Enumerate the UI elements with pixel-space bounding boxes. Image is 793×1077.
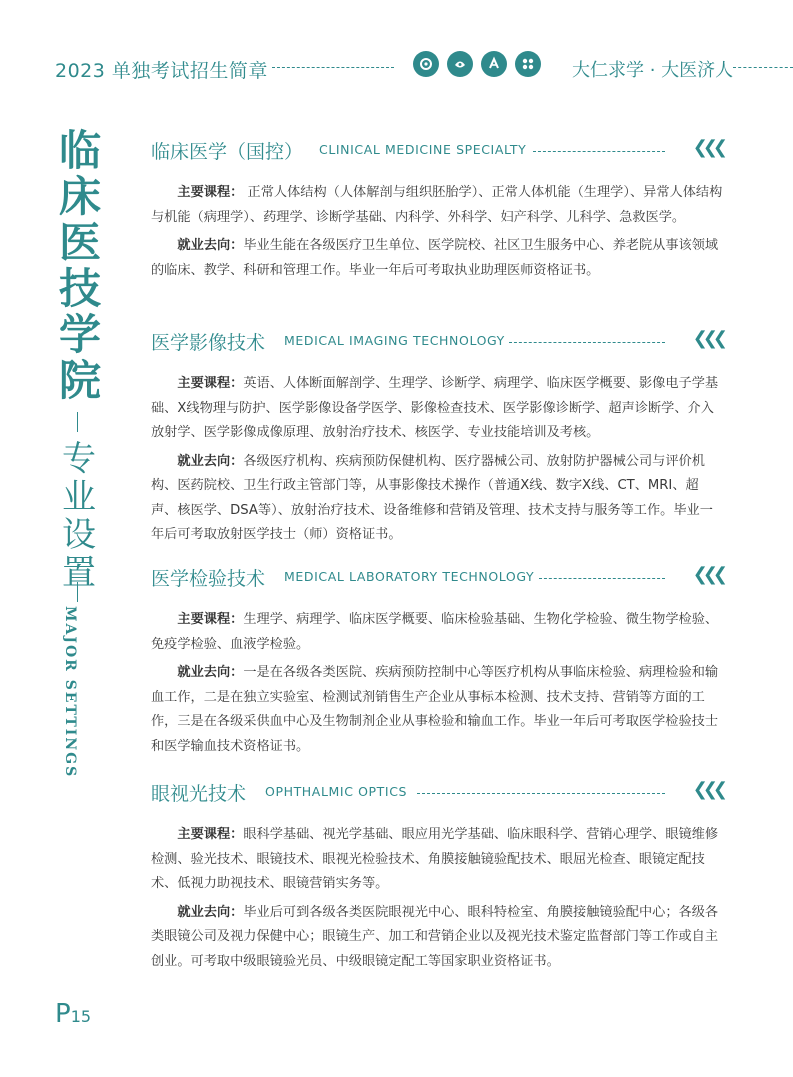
college-title-char: 技 [58,264,101,313]
emblem-icon-3 [481,51,507,77]
subtitle-char: 设 [62,515,96,555]
career-paragraph [151,234,723,283]
career-label: 就业去向： [177,904,244,920]
header-title: 2023 单独考试招生简章 [55,60,268,82]
course-label: 主要课程： [177,185,244,200]
course-label: 主要课程： [177,376,244,391]
sidebar-divider-top [77,412,78,432]
course-text: 生理学、病理学、临床医学概要、临床检验基础、生物化学检验、微生物学检验、免疫学检验、血液学检验。 [151,612,719,652]
section-header [151,328,723,358]
course-paragraph [151,823,723,897]
subtitle-char: 业 [62,477,96,517]
career-paragraph [151,901,723,975]
subtitle-char: 置 [62,553,96,593]
page-digits: 15 [70,1007,92,1026]
college-title-char: 学 [58,310,101,359]
chevron-left-icon: ❮❮❮ [692,328,723,349]
course-text: 英语、人体断面解剖学、生理学、诊断学、病理学、临床医学概要、影像电子学基础、X线物理与防护、医学影像设备学医学、影像检查技术、医学影像诊断学、超声诊断学、介入放射学、医学影像成像原理、放射治疗技术、核医学、专业技能培训及考核。 [151,376,719,440]
career-text: 各级医疗机构、疾病预防保健机构、医疗器械公司、放射防护器械公司与评价机构、医药院校、卫生行政主管部门等，从事影像技术操作（普通X线、数字X线、CT、MRI、超声、核医学、DSA等）、放射治疗技术、设备维修和营销及管理、技术支持与服务等工作。毕业一年后可考取放射医学技士（师）资格证书。 [151,453,713,542]
college-title-char: 床 [58,172,101,221]
subtitle-char: 专 [62,439,96,479]
page-letter: P [55,999,71,1029]
section-title: 医学检验技术 [151,568,266,590]
chevron-left-icon: ❮❮❮ [692,779,723,800]
section-header [151,779,723,809]
course-text: 眼科学基础、视光学基础、眼应用光学基础、临床眼科学、营销心理学、眼镜维修检测、验光技术、眼镜技术、眼视光检验技术、角膜接触镜验配技术、眼屈光检查、眼镜定配技术、低视力助视技术、眼镜营销实务等。 [151,827,719,891]
sidebar-divider-bottom [77,582,78,602]
career-text: 毕业后可到各级各类医院眼视光中心、眼科特检室、角膜接触镜验配中心；各级各类眼镜公司及视力保健中心；眼镜生产、加工和营销企业以及视光技术鉴定监督部门等工作或自主创业。可考取中级眼镜验光员、中级眼镜定配工等国家职业资格证书。 [151,904,719,969]
major-clinical-medicine [151,137,723,283]
major-ophthalmic-optics [151,779,723,974]
header-emblems [413,51,541,77]
section-english-title: MEDICAL IMAGING TECHNOLOGY [284,333,505,348]
header-divider-left [272,67,394,68]
college-title-char: 医 [58,218,101,267]
section-divider [417,793,665,794]
section-title: 眼视光技术 [151,783,247,805]
emblem-icon-4 [515,51,541,77]
career-label: 就业去向： [177,453,244,469]
college-title-char: 临 [58,126,101,175]
chevron-left-icon: ❮❮❮ [692,564,723,585]
course-paragraph [151,372,723,446]
section-divider [539,578,665,579]
major-medical-imaging [151,328,723,548]
career-label: 就业去向： [177,238,244,253]
header-divider-right [733,67,793,68]
chevron-left-icon: ❮❮❮ [692,137,723,158]
section-title: 临床医学（国控） [151,141,304,163]
college-title [55,128,105,404]
section-english-title: OPHTHALMIC OPTICS [265,784,408,799]
course-text: 正常人体结构（人体解剖与组织胚胎学）、正常人体机能（生理学）、异常人体结构与机能（病理学）、药理学、诊断学基础、内科学、外科学、妇产科学、儿科学、急救医学。 [151,185,723,225]
section-header [151,137,723,167]
course-paragraph [151,608,723,657]
college-title-char: 院 [58,356,101,405]
course-label: 主要课程： [177,612,244,627]
sidebar-english-label: MAJOR SETTINGS [62,606,78,779]
emblem-icon-1 [413,51,439,77]
major-medical-laboratory [151,564,723,759]
header-motto: 大仁求学 · 大医济人 [572,60,734,81]
career-paragraph [151,661,723,759]
section-english-title: CLINICAL MEDICINE SPECIALTY [319,142,527,157]
section-divider [509,342,665,343]
section-subtitle [57,440,101,592]
section-title: 医学影像技术 [151,332,266,354]
course-label: 主要课程： [177,827,244,842]
section-divider [533,151,665,152]
career-paragraph [151,450,723,548]
career-text: 一是在各级各类医院、疾病预防控制中心等医疗机构从事临床检验、病理检验和输血工作，二是在独立实验室、检测试剂销售生产企业从事标本检测、技术支持、营销等方面的工作，三是在各级采供血中心及生物制剂企业从事检验和输血工作。毕业一年后可考取医学检验技士和医学输血技术资格证书。 [151,665,719,754]
section-header [151,564,723,594]
career-text: 毕业生能在各级医疗卫生单位、医学院校、社区卫生服务中心、养老院从事该领域的临床、教学、科研和管理工作。毕业一年后可考取执业助理医师资格证书。 [151,238,719,278]
course-paragraph [151,181,723,230]
emblem-icon-2 [447,51,473,77]
section-english-title: MEDICAL LABORATORY TECHNOLOGY [284,569,535,584]
career-label: 就业去向： [177,665,244,680]
page-number [55,999,91,1029]
